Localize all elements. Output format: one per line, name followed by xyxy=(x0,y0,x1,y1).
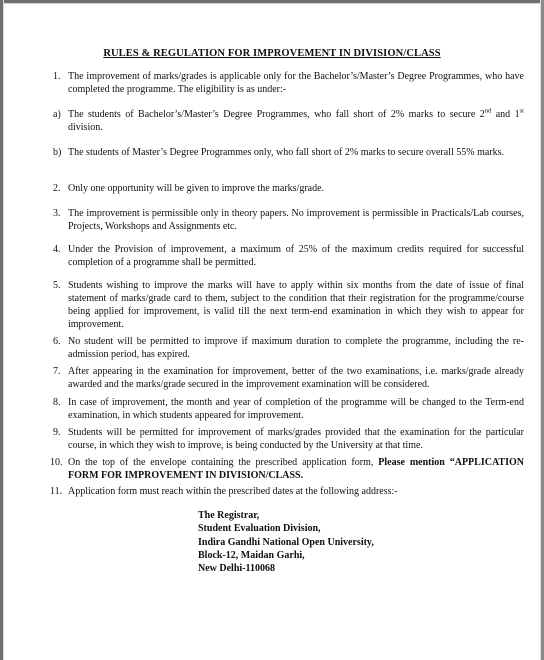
rule-item-3: The improvement is permissible only in theory papers. No improvement is permissible in Practicals/Lab courses, Projects, Workshops and Assignments etc. xyxy=(68,208,524,232)
address-line: New Delhi-110068 xyxy=(198,563,275,575)
document-title: RULES & REGULATION FOR IMPROVEMENT IN DIVISION/CLASS xyxy=(103,48,441,59)
item-marker: 1. xyxy=(53,71,61,82)
rule-item-8: In case of improvement, the month and year of completion of the programme will be changed to the Term-end examination, in which students appeared for improvement. xyxy=(68,397,524,421)
item-marker: 4. xyxy=(53,244,61,255)
item-marker: 5. xyxy=(53,280,61,291)
item-marker: 11. xyxy=(50,486,63,497)
address-line: Student Evaluation Division, xyxy=(198,523,321,535)
rule-item-1: The improvement of marks/grades is applicable only for the Bachelor’s/Master’s Degree Programmes, who have completed the programme. The eligibility is as under:- xyxy=(68,71,524,95)
page-border-top-inner xyxy=(0,3,544,4)
item-marker: 7. xyxy=(53,366,61,377)
registrar-address xyxy=(198,509,374,575)
rule-item-11: Application form must reach within the prescribed dates at the following address:- xyxy=(68,486,398,497)
rule-item-4: Under the Provision of improvement, a maximum of 25% of the maximum credits required for successful completion of a programme shall be permitted. xyxy=(68,244,524,268)
item-marker: 9. xyxy=(53,427,61,438)
rule-item-9: Students will be permitted for improvement of marks/grades provided that the examination for the particular course, in which they wish to improve, is being conducted by the University at that time. xyxy=(68,427,524,451)
item-marker: 8. xyxy=(53,397,61,408)
item-marker: 2. xyxy=(53,183,61,194)
item-marker: 6. xyxy=(53,336,61,347)
address-line: The Registrar, xyxy=(198,510,260,521)
page-border-right-inner xyxy=(540,0,541,660)
item-marker: a) xyxy=(53,109,61,120)
address-line: Block-12, Maidan Garhi, xyxy=(198,549,305,561)
rule-item-a: The students of Bachelor’s/Master’s Degree Programmes, who fall short of 2% marks to secure 2nd and 1st division. xyxy=(68,107,524,133)
item-marker: 3. xyxy=(53,208,61,219)
rule-item-2: Only one opportunity will be given to improve the marks/grade. xyxy=(68,183,325,194)
rule-item-10: On the top of the envelope containing the prescribed application form, Please mention “APPLICATION FORM FOR IMPROVEMENT IN DIVISION/CLASS. xyxy=(68,457,524,481)
address-line: Indira Gandhi National Open University, xyxy=(198,536,374,548)
item-marker: 10. xyxy=(50,457,63,468)
rule-item-b: The students of Master’s Degree Programmes only, who fall short of 2% marks to secure overall 55% marks. xyxy=(68,147,505,158)
page-border-left-inner xyxy=(3,0,4,660)
rule-item-6: No student will be permitted to improve if maximum duration to complete the programme, including the re-admission period, has expired. xyxy=(68,336,524,360)
item-marker: b) xyxy=(53,147,62,158)
rule-item-7: After appearing in the examination for improvement, better of the two examinations, i.e. marks/grade already awarded and the marks/grade secured in the improvement examination will be considered. xyxy=(68,366,524,390)
rule-item-5: Students wishing to improve the marks will have to apply within six months from the date of issue of final statement of marks/grade card to them, subject to the condition that their registration for the programme/course being applied for improvement, is valid till the next term-end examination in which they wish to appear for improvement. xyxy=(68,280,524,330)
